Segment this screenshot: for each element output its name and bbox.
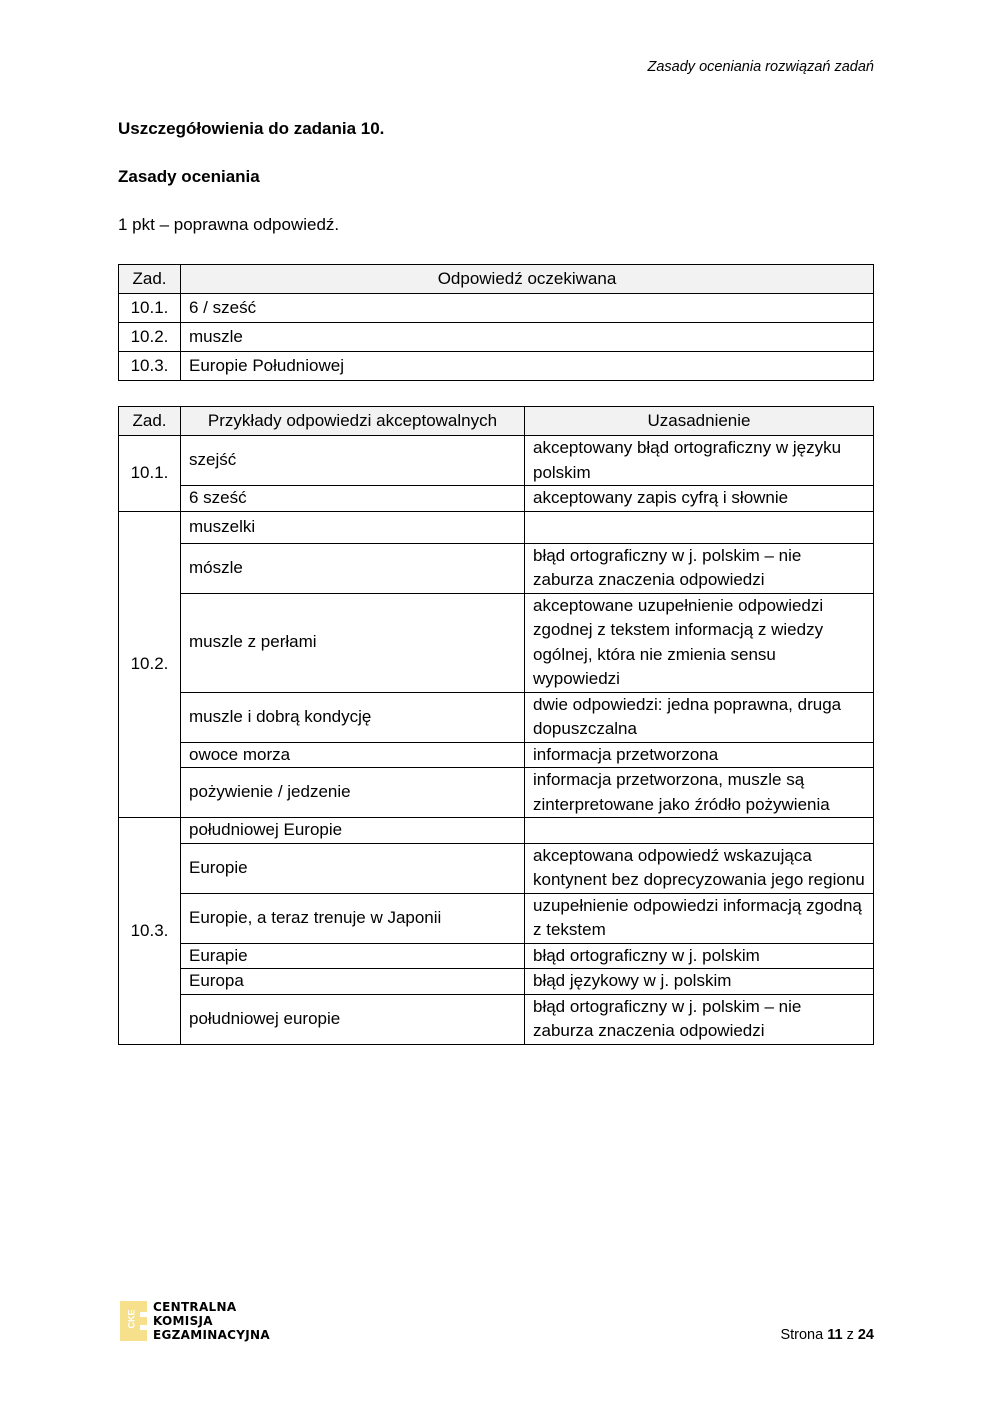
accepted-answers-table <box>118 406 874 1045</box>
table-row <box>119 969 874 995</box>
running-header: Zasady oceniania rozwiązań zadań <box>647 59 874 75</box>
table-row <box>119 511 874 543</box>
logo-text: CENTRALNA KOMISJA EGZAMINACYJNA <box>153 1300 270 1342</box>
table-row <box>119 486 874 512</box>
table-row <box>119 692 874 742</box>
justification <box>525 511 874 543</box>
accepted-answer: Europa <box>181 969 525 995</box>
justification: uzupełnienie odpowiedzi informacją zgodną z tekstem <box>525 893 874 943</box>
expected-answer: 6 / sześć <box>181 294 874 323</box>
table-row <box>119 768 874 818</box>
justification <box>525 818 874 844</box>
justification: akceptowane uzupełnienie odpowiedzi zgodnej z tekstem informacją z wiedzy ogólnej, która nie zmienia sensu wypowiedzi <box>525 593 874 692</box>
table-row <box>119 543 874 593</box>
header-zad: Zad. <box>119 265 181 294</box>
table-row <box>119 843 874 893</box>
accepted-answer: muszle z perłami <box>181 593 525 692</box>
task-number: 10.1. <box>119 436 181 512</box>
accepted-answer: 6 sześć <box>181 486 525 512</box>
table-row <box>119 742 874 768</box>
table-row <box>119 323 874 352</box>
accepted-answer: Eurapie <box>181 943 525 969</box>
accepted-answer: mószle <box>181 543 525 593</box>
table-row <box>119 893 874 943</box>
task-number: 10.1. <box>119 294 181 323</box>
justification: akceptowany zapis cyfrą i słownie <box>525 486 874 512</box>
cke-logo <box>120 1300 270 1342</box>
table-row <box>119 352 874 381</box>
justification: dwie odpowiedzi: jedna poprawna, druga dopuszczalna <box>525 692 874 742</box>
table-header-row <box>119 265 874 294</box>
justification: akceptowany błąd ortograficzny w języku polskim <box>525 436 874 486</box>
accepted-answer: szejść <box>181 436 525 486</box>
task-number: 10.3. <box>119 818 181 1045</box>
scoring-rule: 1 pkt – poprawna odpowiedź. <box>118 215 340 234</box>
justification: akceptowana odpowiedź wskazująca kontynent bez doprecyzowania jego regionu <box>525 843 874 893</box>
header-justification: Uzasadnienie <box>525 407 874 436</box>
cke-logo-icon: CKE <box>120 1301 147 1341</box>
task-number: 10.3. <box>119 352 181 381</box>
table-row <box>119 436 874 486</box>
table-row <box>119 943 874 969</box>
accepted-answer: Europie <box>181 843 525 893</box>
justification: błąd językowy w j. polskim <box>525 969 874 995</box>
task-number: 10.2. <box>119 323 181 352</box>
accepted-answer: Europie, a teraz trenuje w Japonii <box>181 893 525 943</box>
justification: błąd ortograficzny w j. polskim <box>525 943 874 969</box>
expected-answer: muszle <box>181 323 874 352</box>
accepted-answer: południowej Europie <box>181 818 525 844</box>
accepted-answer: muszelki <box>181 511 525 543</box>
expected-answers-table <box>118 264 874 381</box>
justification: błąd ortograficzny w j. polskim – nie zaburza znaczenia odpowiedzi <box>525 994 874 1044</box>
page-number: Strona 11 z 24 <box>780 1327 874 1343</box>
accepted-answer: owoce morza <box>181 742 525 768</box>
table-row <box>119 818 874 844</box>
header-accepted-answers: Przykłady odpowiedzi akceptowalnych <box>181 407 525 436</box>
table-row <box>119 294 874 323</box>
table-row <box>119 994 874 1044</box>
section-title: Uszczegółowienia do zadania 10. <box>118 119 385 138</box>
accepted-answer: muszle i dobrą kondycję <box>181 692 525 742</box>
justification: błąd ortograficzny w j. polskim – nie zaburza znaczenia odpowiedzi <box>525 543 874 593</box>
header-expected-answer: Odpowiedź oczekiwana <box>181 265 874 294</box>
header-zad: Zad. <box>119 407 181 436</box>
accepted-answer: południowej europie <box>181 994 525 1044</box>
section-subtitle: Zasady oceniania <box>118 167 260 186</box>
table-header-row <box>119 407 874 436</box>
justification: informacja przetworzona, muszle są zinterpretowane jako źródło pożywienia <box>525 768 874 818</box>
task-number: 10.2. <box>119 511 181 818</box>
justification: informacja przetworzona <box>525 742 874 768</box>
expected-answer: Europie Południowej <box>181 352 874 381</box>
accepted-answer: pożywienie / jedzenie <box>181 768 525 818</box>
table-row <box>119 593 874 692</box>
